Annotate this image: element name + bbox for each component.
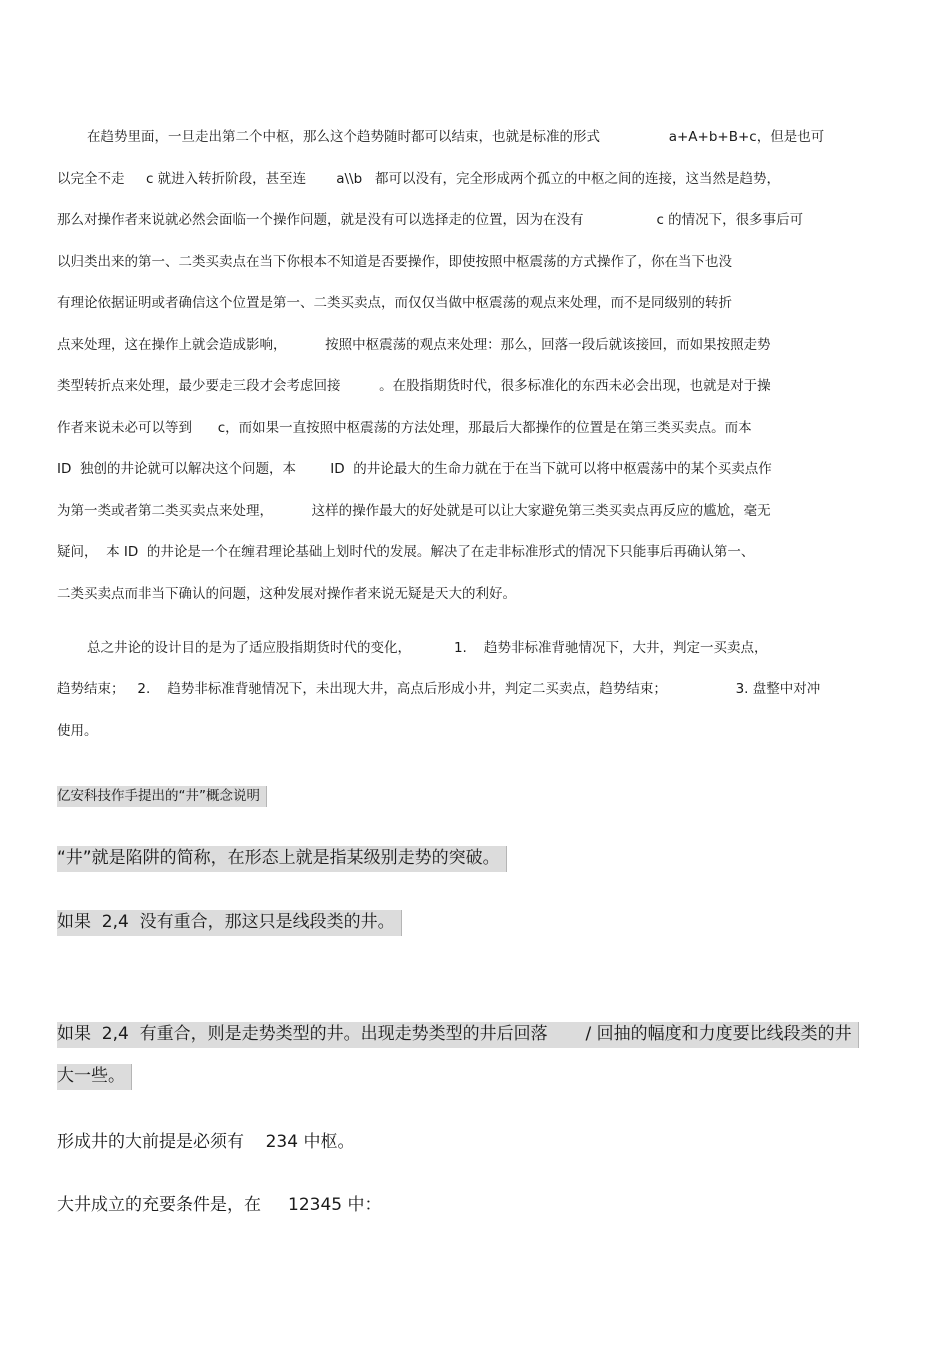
paragraph1-line-5: 有理论依据证明或者确信这个位置是第一、二类买卖点，而仅仅当做中枢震荡的观点来处理，而不是同级别的转折 xyxy=(57,295,732,311)
definition-text: “井”就是陷阱的简称，在形态上就是指某级别走势的突破。 xyxy=(57,846,507,872)
paragraph1-line-4: 以归类出来的第一、二类买卖点在当下你根本不知道是否要操作，即使按照中枢震荡的方式操作了，你在当下也没 xyxy=(57,254,732,270)
case-trend-text-line-1: 如果 2,4 有重合，则是走势类型的井。出现走势类型的井后回落 / 回抽的幅度和力度要比线段类的井 xyxy=(57,1022,859,1048)
paragraph2-line-3: 使用。 xyxy=(57,723,98,739)
paragraph1-line-8: 作者来说未必可以等到 c，而如果一直按照中枢震荡的方法处理，那最后大都操作的位置是在第三类买卖点。而本 xyxy=(57,420,752,436)
paragraph1-line-3: 那么对操作者来说就必然会面临一个操作问题，就是没有可以选择走的位置，因为在没有 c 的情况下，很多事后可 xyxy=(57,212,804,228)
case-segment-text: 如果 2,4 没有重合，那这只是线段类的井。 xyxy=(57,910,402,936)
paragraph1-line-1: 在趋势里面，一旦走出第二个中枢，那么这个趋势随时都可以结束，也就是标准的形式 a+A+b+B+c，但是也可 xyxy=(57,129,825,145)
premise-text: 形成井的大前提是必须有 234 中枢。 xyxy=(57,1132,355,1152)
paragraph1-line-6: 点来处理，这在操作上就会造成影响， 按照中枢震荡的观点来处理：那么，回落一段后就该接回，而如果按照走势 xyxy=(57,337,771,353)
paragraph1-line-9: ID 独创的井论就可以解决这个问题，本 ID 的井论最大的生命力就在于在当下就可以将中枢震荡中的某个买卖点作 xyxy=(57,461,772,477)
paragraph1-line-12: 二类买卖点而非当下确认的问题，这种发展对操作者来说无疑是天大的利好。 xyxy=(57,586,516,602)
paragraph2-line-2: 趋势结束； 2. 趋势非标准背驰情况下，未出现大井，高点后形成小井，判定二买卖点，趋势结束； 3. 盘整中对冲 xyxy=(57,681,821,697)
paragraph1-line-7: 类型转折点来处理，最少要走三段才会考虑回接 。在股指期货时代，很多标准化的东西未必会出现，也就是对于操 xyxy=(57,378,771,394)
paragraph1-line-11: 疑问， 本 ID 的井论是一个在缠君理论基础上划时代的发展。解决了在走非标准形式的情况下只能事后再确认第一、 xyxy=(57,544,755,560)
paragraph1-line-2: 以完全不走 c 就进入转折阶段，甚至连 a\\b 都可以没有，完全形成两个孤立的中枢之间的连接，这当然是趋势， xyxy=(57,171,781,187)
section-title: 亿安科技作手提出的“井”概念说明 xyxy=(57,786,267,807)
paragraph2-line-1: 总之井论的设计目的是为了适应股指期货时代的变化， 1. 趋势非标准背驰情况下，大井，判定一买卖点， xyxy=(57,640,768,656)
case-trend-text-line-2: 大一些。 xyxy=(57,1064,132,1090)
paragraph1-line-10: 为第一类或者第二类买卖点来处理， 这样的操作最大的好处就是可以让大家避免第三类买卖点再反应的尴尬，毫无 xyxy=(57,503,771,519)
condition-text: 大井成立的充要条件是，在 12345 中： xyxy=(57,1195,382,1215)
